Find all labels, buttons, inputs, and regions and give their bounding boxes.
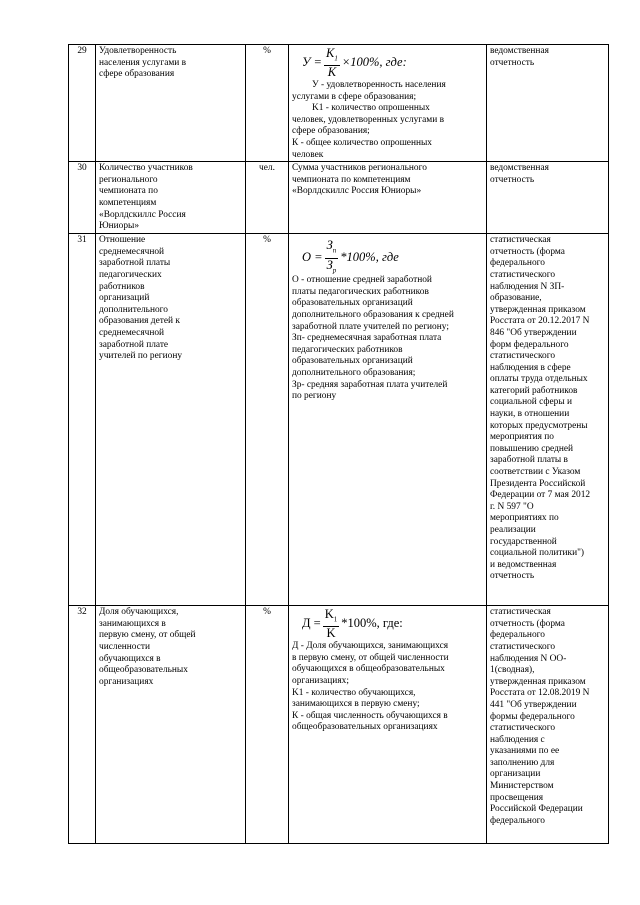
unit: % — [246, 45, 289, 162]
indicators-table — [68, 44, 609, 844]
indicator-name: Удовлетворенность населения услугами в сфере образования — [96, 45, 246, 162]
fraction: $\frac{З_п}{З_р}$ — [326, 238, 337, 275]
row-number: 32 — [69, 606, 96, 844]
table-row — [69, 234, 609, 606]
row-number: 30 — [69, 162, 96, 234]
formula: Д = $\frac{K_1}{K}$ *100%, где: — [302, 606, 403, 641]
formula: У = $\frac{K_1}{K}$ ×100%, где: — [302, 45, 407, 80]
unit: % — [246, 234, 289, 606]
indicator-name: Отношение среднемесячной заработной платы педагогических работников организаций дополнительного образования детей к среднемесячной заработной плате учителей по региону — [96, 234, 246, 606]
calculation-method: У = $\frac{K_1}{K}$ ×100%, где: У - удовлетворенность населения услугами в сфере образования; K1 - количество опрошенных человек, удовлетворенных услугами в сфере образования; К - общее количество опрошенных человек — [289, 45, 487, 162]
unit: чел. — [246, 162, 289, 234]
data-source: статистическая отчетность (форма федерального статистического наблюдения N ЗП- образование, утвержденная приказом Росстата от 20.12.2017 N 846 "Об утверждении форм федерального статистического наблюдения в сфере оплаты труда отдельных категорий работников социальной сферы и науки, в отношении которых предусмотрены мероприятия по повышению средней заработной платы в соответствии с Указом Президента Российской Федерации от 7 мая 2012 г. N 597 "О мероприятиях по реализации государственной социальной политики") и ведомственная отчетность — [487, 234, 609, 606]
calculation-method: О = $\frac{З_п}{З_р}$ *100%, где О - отношение средней заработной платы педагогических работников образовательных организаций дополнительного образования к средней заработной плате учителей по региону; Зп- среднемесячная заработная плата педагогических работников образовательных организаций дополнительного образования; Зр- средняя заработная плата учителей по региону — [289, 234, 487, 606]
table-row — [69, 162, 609, 234]
indicator-name: Количество участников регионального чемпионата по компетенциям «Ворлдскиллс Россия Юниоры» — [96, 162, 246, 234]
calculation-method: Сумма участников регионального чемпионата по компетенциям «Ворлдскиллс Россия Юниоры» — [289, 162, 487, 234]
data-source: ведомственная отчетность — [487, 162, 609, 234]
fraction: $\frac{K_1}{K}$ — [325, 45, 338, 80]
row-number: 31 — [69, 234, 96, 606]
formula: О = $\frac{З_п}{З_р}$ *100%, где — [302, 243, 483, 273]
data-source: статистическая отчетность (форма федерального статистического наблюдения N ОО- 1(сводная), утвержденная приказом Росстата от 12.08.2019 N 441 "Об утверждении формы федерального статистического наблюдения с указаниями по ее заполнению для организации Министерством просвещения Российской Федерации федерального — [487, 606, 609, 844]
unit: % — [246, 606, 289, 844]
data-source: ведомственная отчетность — [487, 45, 609, 162]
calculation-method: Д = $\frac{K_1}{K}$ *100%, где: Д - Доля обучающихся, занимающихся в первую смену, от общей численности обучающихся в общеобразовательных организациях; K1 - количество обучающихся, занимающихся в первую смену; К - общая численность обучающихся в общеобразовательных организациях — [289, 606, 487, 844]
table-row — [69, 606, 609, 844]
indicator-name: Доля обучающихся, занимающихся в первую смену, от общей численности обучающихся в общеобразовательных организациях — [96, 606, 246, 844]
table-row — [69, 45, 609, 162]
fraction: $\frac{K_1}{K}$ — [324, 606, 338, 641]
row-number: 29 — [69, 45, 96, 162]
